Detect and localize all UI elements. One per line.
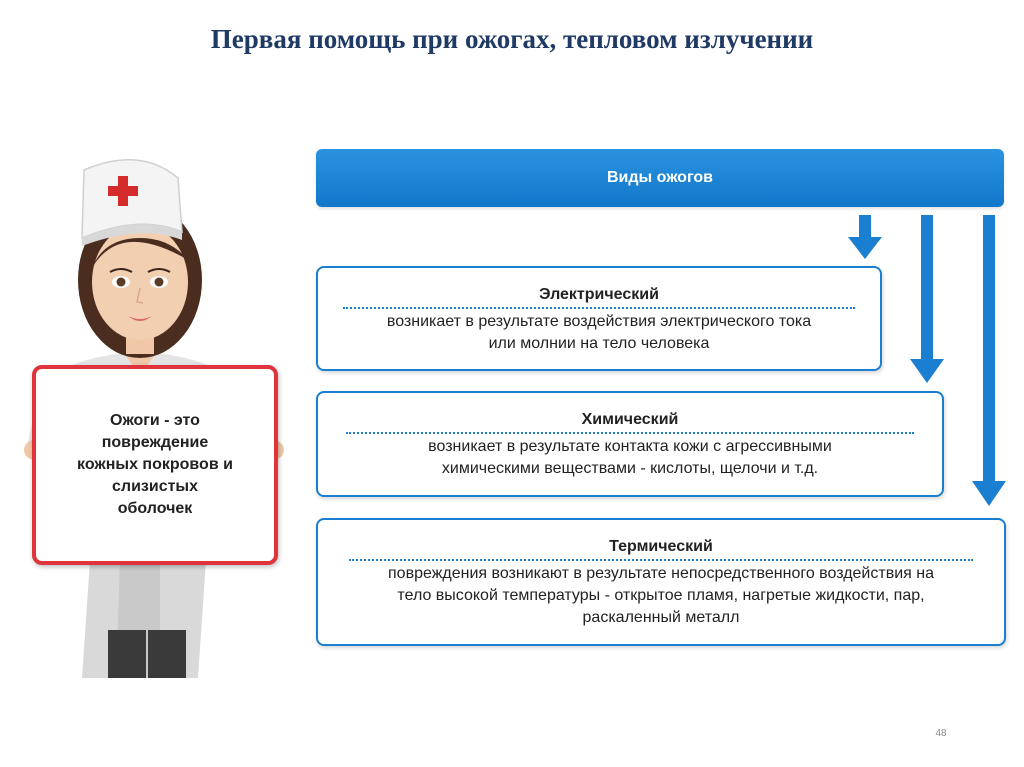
burn-type-description [318,311,880,355]
arrow-down-icon [910,215,944,385]
description-line: или молнии на тело человека [488,335,710,352]
definition-sign [32,365,278,565]
arrow-down-icon [972,215,1006,508]
description-line: возникает в результате контакта кожи с агрессивными [428,438,832,455]
sign-line: Ожоги - это [110,412,200,429]
description-line: повреждения возникают в результате непосредственного воздействия на [388,565,934,582]
burn-type-title: Электрический [343,286,854,309]
burn-type-thermal-card [316,518,1006,646]
burn-type-description [318,436,942,480]
description-line: химическими веществами - кислоты, щелочи и т.д. [441,460,819,477]
burn-type-description [318,563,1004,629]
burn-type-title: Термический [349,538,973,561]
sign-line: повреждение [101,434,209,451]
slide-title: Первая помощь при ожогах, тепловом излучении [210,24,814,54]
burn-type-electrical-card [316,266,882,371]
sign-line: оболочек [117,500,193,517]
arrow-down-icon [848,215,882,260]
sign-text [65,410,245,520]
burn-types-header [316,149,1004,207]
sign-line: слизистых [112,478,198,495]
sign-line: кожных покровов и [77,456,233,473]
burn-types-header-label: Виды ожогов [607,169,713,186]
description-line: раскаленный металл [582,609,740,626]
burn-type-chemical-card [316,391,944,497]
page-number: 48 [935,728,947,739]
description-line: тело высокой температуры - открытое пламя, нагретые жидкости, пар, [397,587,925,604]
description-line: возникает в результате воздействия электрического тока [386,313,812,330]
burn-type-title: Химический [346,411,914,434]
